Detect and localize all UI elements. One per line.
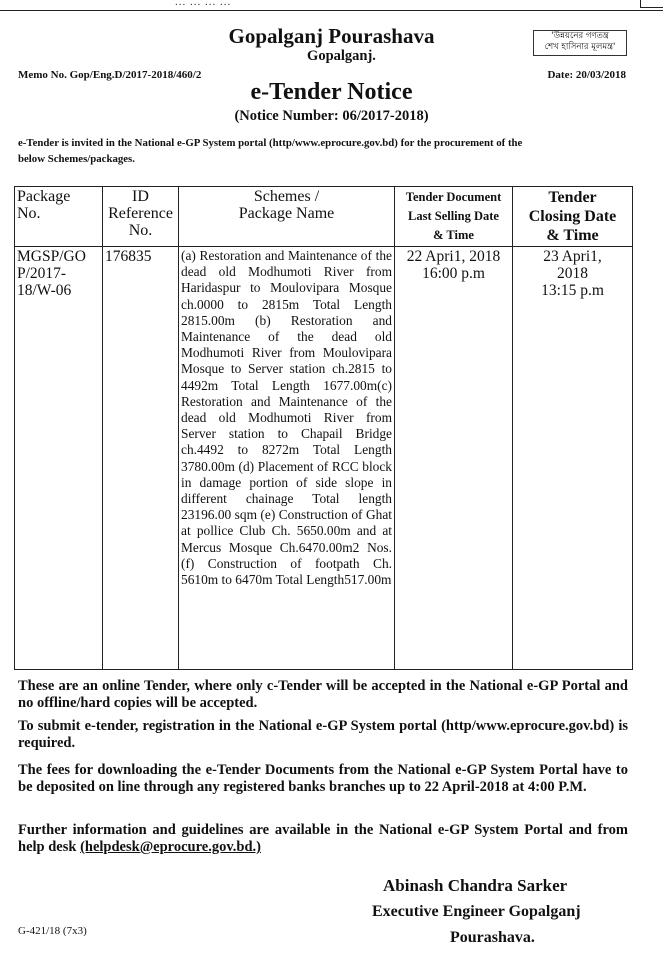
corner-box (640, 0, 663, 8)
header-id-line: ID (132, 188, 149, 205)
cell-closing-line: 13:15 p.m (541, 282, 604, 299)
cell-scheme: (a) Restoration and Maintenance of the dead old Modhumoti River from Haridaspur to Moulovipara Mosque ch.0000 to 2815m Total Length 2815.00m (b) Restoration and Maintenance of the dead old Modhumoti River from Moulovipara Mosque to Server station ch.2815 to 4492m Total Length 1677.00m(c) Restoration and Maintenance of the dead old Modhumoti River from Server station to Chapail Bridge ch.4492 to 8272m Total Length 3780.00m (d) Placement of RCC block in damage portion of side slope in different chainage Total length 23196.00 sqm (e) Construction of Ghat at pollice Club Ch. 5650.00m and at Mercus Mosque Ch.6470.00m2 Nos.(f) Construction of footpath Ch. 5610m to 6470m Total Length517.00m (179, 247, 395, 670)
table-row (15, 247, 633, 670)
top-strip (0, 0, 663, 11)
paragraph-fees: The fees for downloading the e-Tender Documents from the National e-GP System Portal have to be deposited on line through any registered banks branches up to 22 April-2018 at 4:00 P.M. (18, 762, 628, 795)
cell-selling (395, 247, 513, 670)
header-selling (395, 187, 513, 247)
header-id-line: No. (128, 222, 153, 239)
footer-code: G-421/18 (7x3) (18, 925, 87, 937)
further-info-text: Further information and guidelines are available in the National e-GP System Portal and from help desk (18, 822, 628, 855)
header-package-line: Package (17, 188, 71, 205)
cell-package (15, 247, 103, 670)
paragraph-registration: To submit e-tender, registration in the National e-GP System portal (http/www.eprocure.gov.bd) is required. (18, 718, 628, 751)
header-closing-line: & Time (546, 227, 599, 244)
cell-selling-line: 22 Apri1, 2018 (406, 248, 501, 265)
header-closing-line: Closing Date (528, 208, 617, 225)
header-package (15, 187, 103, 247)
header-schemes (179, 187, 395, 247)
slogan-line-1: 'উন্নয়নের গণতন্ত্র (551, 31, 609, 41)
cell-package-line: MGSP/GO (17, 248, 86, 265)
cell-package-line: P/2017- (17, 265, 67, 282)
signatory-title: Executive Engineer Gopalganj (372, 903, 581, 920)
paragraph-further-info (18, 822, 628, 856)
cell-id: 176835 (103, 247, 179, 670)
cell-package-line: 18/W-06 (17, 282, 72, 299)
top-strip-fragment: ... ... ... ... (175, 0, 232, 8)
header-closing-line: Tender (548, 189, 597, 206)
slogan-box (533, 30, 627, 56)
memo-number: Memo No. Gop/Eng.D/2017-2018/460/2 (18, 69, 202, 81)
notice-number: (Notice Number: 06/2017-2018) (234, 108, 429, 124)
tender-table (14, 186, 633, 670)
intro-text (18, 135, 638, 167)
cell-closing (513, 247, 633, 670)
header-closing (513, 187, 633, 247)
intro-line-2: below Schemes/packages. (18, 153, 135, 165)
org-city: Gopalganj. (307, 48, 376, 64)
header-selling-line: & Time (433, 228, 474, 242)
header-id-line: Reference (108, 205, 173, 222)
header-id (103, 187, 179, 247)
cell-closing-line: 2018 (557, 265, 588, 282)
header-schemes-line: Package Name (238, 205, 335, 222)
header-package-line: No. (17, 205, 41, 222)
table-header-row (15, 187, 633, 247)
org-name: Gopalganj Pourashava (228, 24, 435, 48)
slogan-line-2: শেখ হাসিনার মূলমন্ত্র' (544, 42, 616, 52)
signatory-name: Abinash Chandra Sarker (383, 876, 568, 895)
header-selling-line: Last Selling Date (408, 209, 499, 223)
cell-closing-line: 23 Apri1, (543, 248, 602, 265)
paragraph-online-tender: These are an online Tender, where only c-Tender will be accepted in the National e-GP Portal and no offline/hard copies will be accepted. (18, 678, 628, 711)
memo-date: Date: 20/03/2018 (547, 69, 626, 81)
header-schemes-line: Schemes / (253, 188, 320, 205)
helpdesk-link[interactable]: (helpdesk@eprocure.gov.bd.) (80, 839, 261, 855)
signatory-org: Pourashava. (450, 929, 535, 946)
cell-selling-line: 16:00 p.m (422, 265, 485, 282)
intro-line-1: e-Tender is invited in the National e-GP System portal (http/www.eprocure.gov.bd) for the procurement of the (18, 137, 523, 149)
notice-title: e-Tender Notice (250, 79, 413, 105)
header-selling-line: Tender Document (405, 190, 502, 204)
